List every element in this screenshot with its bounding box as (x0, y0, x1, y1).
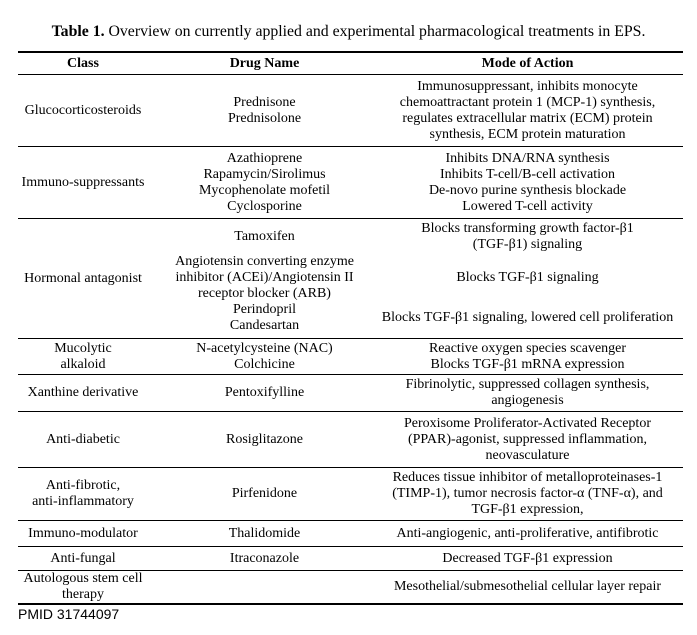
class-text: Anti-diabetic (46, 431, 120, 447)
mode-of-action-cell (381, 412, 674, 467)
mode-of-action-text: Fibrinolytic, suppressed collagen synthesis, (405, 377, 650, 392)
class-text: Autologous stem cell (23, 571, 143, 586)
mode-of-action-text: synthesis, ECM protein maturation (429, 126, 626, 142)
mode-of-action-text: Inhibits DNA/RNA synthesis (445, 150, 610, 166)
mode-of-action-text: Blocks TGF-β1 mRNA expression (430, 356, 625, 372)
mode-of-action-text: regulates extracellular matrix (ECM) protein (402, 110, 653, 126)
class-cell (18, 521, 148, 546)
mode-of-action-text: Blocks TGF-β1 signaling (456, 270, 599, 285)
table-row (18, 75, 683, 147)
mode-of-action-text: Blocks transforming growth factor-β1 (421, 221, 634, 236)
drug-name-text: Candesartan (229, 318, 300, 333)
class-cell (18, 75, 148, 146)
mode-of-action-text: (TGF-β1) signaling (472, 237, 583, 252)
drug-name-text: Colchicine (234, 356, 295, 372)
mode-of-action-text: TGF-β1 expression, (471, 502, 584, 517)
class-text: alkaloid (60, 356, 106, 372)
mode-of-action-text: chemoattractant protein 1 (MCP-1) synthesis, (399, 94, 656, 110)
drug-name-text: Pentoxifylline (224, 385, 305, 400)
drug-name-text: Prednisolone (227, 110, 302, 126)
table-caption (0, 22, 697, 42)
class-text: Anti-fibrotic, (45, 478, 121, 493)
drug-name-text: Perindopril (233, 302, 296, 317)
table-row (18, 412, 683, 468)
mode-of-action-cell (381, 220, 674, 254)
mode-of-action-cell (381, 147, 674, 218)
drug-name-text: inhibitor (ACEi)/Angiotensin II (175, 270, 354, 285)
drug-name-cell (148, 412, 381, 467)
table-header-row (18, 51, 683, 75)
class-cell (18, 571, 148, 603)
drug-entry-row (148, 220, 674, 254)
table-row (18, 521, 683, 547)
class-cell (18, 219, 148, 338)
drug-name-text: N-acetylcysteine (NAC) (196, 340, 333, 356)
class-text: Glucocorticosteroids (24, 102, 142, 118)
mode-of-action-text: Blocks TGF-β1 signaling, lowered cell proliferation (381, 310, 674, 325)
drug-name-text: Cyclosporine (227, 198, 302, 214)
class-text: anti-inflammatory (32, 494, 134, 509)
header-cell-class (18, 53, 148, 74)
caption-label: Table 1. (51, 23, 105, 40)
header-text: Drug Name (229, 55, 300, 71)
drug-entry-row (148, 254, 674, 302)
mode-of-action-text: Inhibits T-cell/B-cell activation (440, 166, 615, 182)
drug-name-cell (148, 339, 381, 374)
class-cell (18, 412, 148, 467)
header-text: Mode of Action (481, 55, 574, 71)
drug-name-cell (148, 547, 381, 570)
class-text: Immuno-modulator (28, 525, 138, 541)
mode-of-action-text: De-novo purine synthesis blockade (428, 182, 627, 198)
mode-of-action-cell (381, 302, 674, 334)
mode-of-action-cell (381, 468, 674, 520)
table-row (18, 468, 683, 521)
drug-name-text: Tamoxifen (234, 229, 295, 244)
drug-name-cell (148, 468, 381, 520)
mode-of-action-text: neovasculature (485, 447, 570, 463)
mode-of-action-text: (TIMP-1), tumor necrosis factor-α (TNF-α), and (392, 486, 663, 501)
drug-name-text: Itraconazole (229, 550, 300, 566)
table-row (18, 547, 683, 571)
class-text: Hormonal antagonist (24, 270, 142, 286)
drug-entries-group (148, 219, 674, 338)
class-text: Anti-fungal (50, 550, 116, 566)
drug-name-cell (148, 302, 381, 334)
mode-of-action-cell (381, 254, 674, 302)
mode-of-action-text: Anti-angiogenic, anti-proliferative, antifibrotic (396, 525, 659, 541)
mode-of-action-text: Peroxisome Proliferator-Activated Receptor (404, 415, 651, 431)
mode-of-action-text: Immunosuppressant, inhibits monocyte (417, 78, 638, 94)
drug-name-cell (148, 375, 381, 411)
drug-name-cell (148, 571, 381, 603)
table-row (18, 147, 683, 219)
mode-of-action-text: Reduces tissue inhibitor of metalloproteinases-1 (392, 470, 663, 485)
drug-name-cell (148, 147, 381, 218)
caption-text: Overview on currently applied and experimental pharmacological treatments in EPS. (108, 23, 646, 40)
drug-name-text: Rosiglitazone (226, 431, 303, 447)
drug-name-cell (148, 75, 381, 146)
mode-of-action-text: (PPAR)-agonist, suppressed inflammation, (407, 431, 648, 447)
class-cell (18, 375, 148, 411)
drug-name-text: Mycophenolate mofetil (198, 182, 331, 198)
class-cell (18, 547, 148, 570)
class-text: Xanthine derivative (27, 385, 139, 400)
mode-of-action-cell (381, 571, 674, 603)
class-cell (18, 339, 148, 374)
mode-of-action-text: Decreased TGF-β1 expression (442, 550, 613, 566)
mode-of-action-text: angiogenesis (491, 393, 564, 408)
drug-name-cell (148, 220, 381, 254)
mode-of-action-cell (381, 547, 674, 570)
pmid-label: PMID 31744097 (18, 606, 120, 622)
drug-name-text: Pirfenidone (231, 486, 298, 501)
drug-name-cell (148, 254, 381, 302)
mode-of-action-cell (381, 75, 674, 146)
class-text: therapy (62, 587, 104, 602)
table-row (18, 375, 683, 412)
mode-of-action-text: Mesothelial/submesothelial cellular layer repair (393, 579, 662, 594)
drug-name-text: Angiotensin converting enzyme (175, 254, 354, 269)
mode-of-action-cell (381, 521, 674, 546)
class-cell (18, 147, 148, 218)
table-row (18, 339, 683, 375)
class-cell (18, 468, 148, 520)
drug-name-text: Rapamycin/Sirolimus (203, 166, 326, 182)
class-text: Immuno-suppressants (21, 174, 145, 190)
header-cell-drug-name (148, 53, 381, 74)
drug-name-text: receptor blocker (ARB) (198, 286, 331, 301)
drug-name-text: Azathioprene (226, 150, 303, 166)
mode-of-action-text: Lowered T-cell activity (462, 198, 593, 214)
drug-name-cell (148, 521, 381, 546)
drug-name-text: Prednisone (233, 94, 296, 110)
drug-entry-row (148, 302, 674, 334)
mode-of-action-text: Reactive oxygen species scavenger (428, 340, 627, 356)
mode-of-action-cell (381, 339, 674, 374)
mode-of-action-cell (381, 375, 674, 411)
treatments-table (18, 51, 683, 605)
header-cell-mode-of-action (381, 53, 674, 74)
table-row (18, 219, 683, 339)
drug-name-text: Thalidomide (228, 525, 301, 541)
header-text: Class (67, 55, 99, 71)
class-text: Mucolytic (54, 340, 112, 356)
table-row (18, 571, 683, 605)
